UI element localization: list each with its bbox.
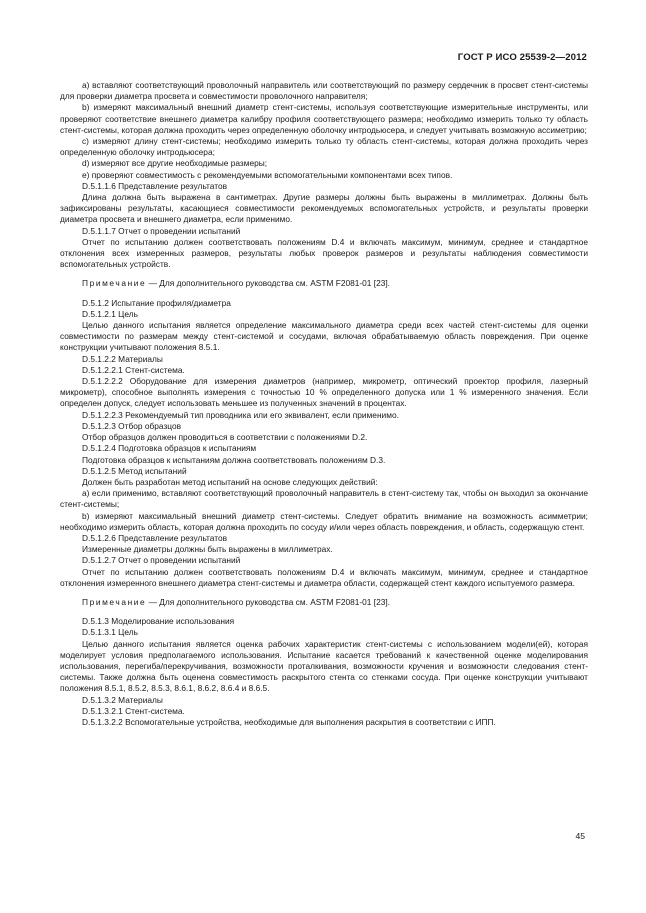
paragraph: b) измеряют максимальный внешний диаметр стент-системы. Следует обратить внимание на возможность асимметрии; необходимо измерить область, которая должна проходить по сосуду и/или через область повреждения, и область, содержащую стент. [60, 510, 588, 532]
paragraph: Целью данного испытания является определение максимального диаметра среди всех частей стент-системы для оценки совместимости по размерам между стент-системой и сосудами, включая обрабатываемую область повреждения. При оценке конструкции учитывают положения 8.5.1. [60, 320, 588, 353]
paragraph: D.5.1.2.2.3 Рекомендуемый тип проводника или его эквивалент, если применимо. [82, 409, 399, 420]
paragraph-gap [60, 270, 588, 278]
paragraph: D.5.1.2.1 Цель [82, 308, 138, 319]
paragraph: Отчет по испытанию должен соответствовать положениям D.4 и включать максимум, минимум, среднее и стандартное отклонения всех измеренных размеров, результаты любых проверок размеров и результаты наблюдения совместимости вспомогательных устройств. [60, 236, 588, 270]
paragraph: Измеренные диаметры должны быть выражены в миллиметрах. [82, 544, 333, 555]
paragraph: Длина должна быть выражена в сантиметрах. Другие размеры должны быть выражены в миллиметрах. Должны быть зафиксированы результаты, касающиеся совместимости рекомендуемых вспомогательных устройств, и результаты проверки диаметра просвета и внешнего диаметра, если применимо. [60, 192, 588, 225]
paragraph: с) измеряют длину стент-системы; необходимо измерить только ту область стент-системы, которая должна проходить через определенную оболочку интродьюсера; [60, 136, 588, 158]
paragraph: D.5.1.2.5 Метод испытаний [82, 465, 187, 476]
document-body [60, 80, 588, 728]
note-text: — Для дополнительного руководства см. ASTM F2081-01 [23]. [146, 596, 390, 607]
paragraph: Должен быть разработан метод испытаний на основе следующих действий: [82, 476, 378, 487]
paragraph-gap [60, 608, 588, 616]
paragraph-gap [60, 589, 588, 597]
paragraph: е) проверяют совместимость с рекомендуемыми вспомогательными компонентами всех типов. [82, 169, 453, 180]
paragraph: D.5.1.2.6 Представление результатов [82, 532, 228, 543]
paragraph: D.5.1.2.2 Материалы [82, 353, 163, 364]
paragraph: D.5.1.1.6 Представление результатов [82, 180, 228, 191]
note-paragraph [60, 278, 588, 289]
paragraph: D.5.1.3.2.2 Вспомогательные устройства, необходимые для выполнения раскрытия в соответствии с ИПП. [82, 716, 496, 727]
page-header: ГОСТ Р ИСО 25539-2—2012 [457, 52, 587, 63]
paragraph: Целью данного испытания является оценка рабочих характеристик стент-системы с использованием модели(ей), которая моделирует условия предполагаемого использования. Испытание касается требований к качественной оценке моделирования использования, перегиба/перекручивания, возможности проталкивания, возможности кручения и возможности следования стент-системы. Также должна быть оценена совместимость раскрытого стента со стенками сосуда. При оценке конструкции учитывают положения 8.5.1, 8.5.2, 8.5.3, 8.6.1, 8.6.2, 8.6.4 и 8.6.5. [60, 638, 588, 694]
paragraph: а) если применимо, вставляют соответствующий проволочный направитель в стент-систему так, чтобы он выходил за окончание стент-системы; [60, 488, 588, 510]
paragraph: D.5.1.2.7 Отчет о проведении испытаний [82, 555, 241, 566]
paragraph: D.5.1.2 Испытание профиля/диаметра [82, 297, 231, 308]
paragraph: Подготовка образцов к испытаниям должна соответствовать положениям D.3. [82, 454, 386, 465]
paragraph: D.5.1.3.2.1 Стент-система. [82, 705, 185, 716]
paragraph: D.5.1.3 Моделирование использования [82, 616, 235, 627]
note-paragraph [60, 597, 588, 608]
page-number: 45 [575, 831, 585, 841]
paragraph: D.5.1.1.7 Отчет о проведении испытаний [82, 225, 241, 236]
paragraph: d) измеряют все другие необходимые размеры; [82, 158, 268, 169]
paragraph: b) измеряют максимальный внешний диаметр стент-системы, используя соответствующие измерительные инструменты, или проверяют соответствие внешнего диаметра калибру профиля соответствующего размера; необходимо измерить только ту область стент-системы, которая должна проходить через определенную оболочку интродьюсера, и следует учитывать возможную ассиметрию; [60, 102, 588, 135]
paragraph: а) вставляют соответствующий проволочный направитель или соответствующий по размеру сердечник в просвет стент-системы для проверки диаметра просвета и совместимости проволочного направителя; [60, 80, 588, 102]
paragraph: D.5.1.3.2 Материалы [82, 694, 163, 705]
paragraph: D.5.1.2.2.2 Оборудование для измерения диаметров (например, микрометр, оптический проектор профиля, лазерный микрометр), способное выполнять измерения с точностью 10 % определенного допуска или 1 % измеренного значения. Если определен допуск, следует использовать меньшее из полученных значений в процентах. [60, 376, 588, 409]
paragraph: Отчет по испытанию должен соответствовать положениям D.4 и включать максимум, минимум, среднее и стандартное отклонения измеренного внешнего диаметра стент-системы и диаметра области, содержащей стент каждого испытуемого размера. [60, 566, 588, 588]
paragraph: D.5.1.2.2.1 Стент-система. [82, 364, 185, 375]
paragraph: D.5.1.3.1 Цель [82, 627, 138, 638]
note-label: Примечание [82, 596, 147, 607]
paragraph-gap [60, 290, 588, 298]
paragraph: Отбор образцов должен проводиться в соответствии с положениями D.2. [82, 432, 368, 443]
paragraph: D.5.1.2.3 Отбор образцов [82, 420, 182, 431]
note-text: — Для дополнительного руководства см. ASTM F2081-01 [23]. [146, 278, 390, 289]
paragraph: D.5.1.2.4 Подготовка образцов к испытаниям [82, 443, 257, 454]
note-label: Примечание [82, 278, 147, 289]
